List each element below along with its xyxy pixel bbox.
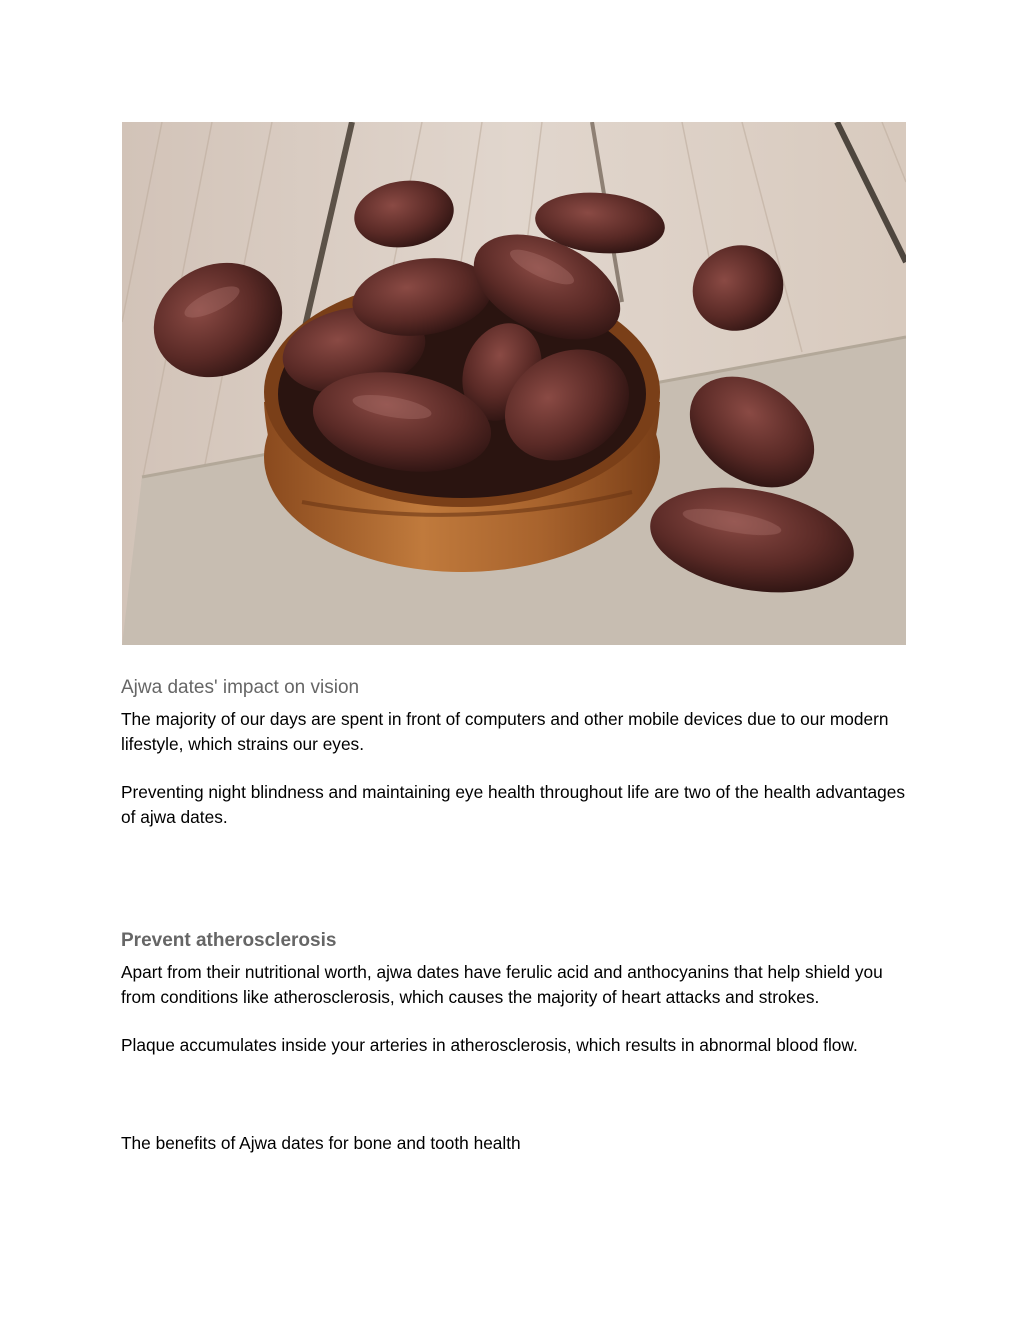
ajwa-dates-photo — [122, 122, 906, 645]
paragraph-atherosclerosis-1: Apart from their nutritional worth, ajwa dates have ferulic acid and anthocyanins that help shield you from conditions like atherosclerosis, which causes the majority of heart attacks and strokes. — [121, 962, 883, 1007]
article-body — [121, 675, 911, 1155]
paragraph-vision-2: Preventing night blindness and maintaining eye health throughout life are two of the health advantages of ajwa dates. — [121, 782, 905, 827]
section-heading-vision: Ajwa dates' impact on vision — [121, 677, 360, 698]
trailing-line: The benefits of Ajwa dates for bone and tooth health — [121, 1132, 521, 1153]
section-heading-atherosclerosis: Prevent atherosclerosis — [121, 930, 337, 951]
paragraph-vision-1: The majority of our days are spent in front of computers and other mobile devices due to our modern lifestyle, which strains our eyes. — [121, 709, 889, 754]
paragraph-atherosclerosis-2: Plaque accumulates inside your arteries in atherosclerosis, which results in abnormal blood flow. — [121, 1035, 858, 1055]
